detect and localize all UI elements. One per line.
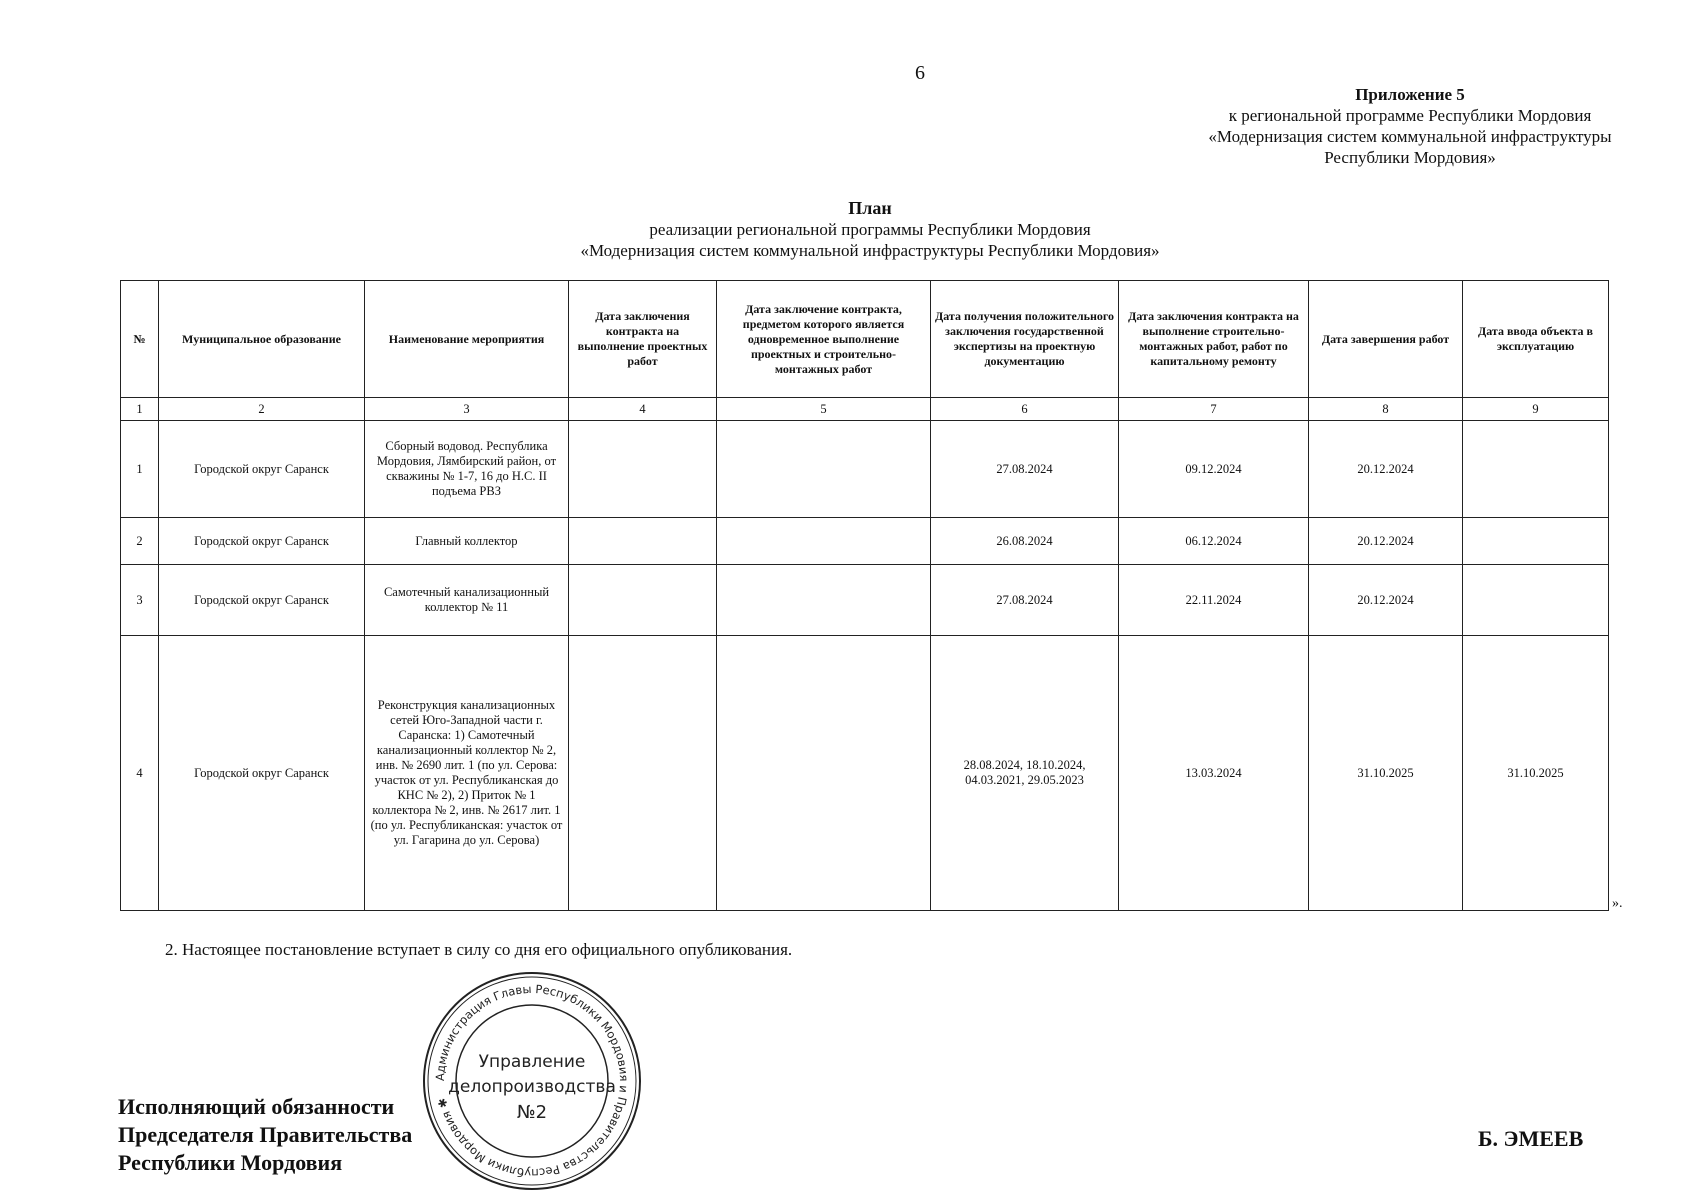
header-combined-contract: Дата заключение контракта, предметом которого является одновременное выполнение проектных и строительно-монтажных работ [717,281,931,398]
header-design-contract: Дата заключения контракта на выполнение проектных работ [569,281,717,398]
column-number: 5 [717,398,931,421]
completion-cell: 20.12.2024 [1309,565,1463,636]
construction-contract-cell: 13.03.2024 [1119,636,1309,911]
design-contract-cell [569,565,717,636]
row-number: 3 [121,565,159,636]
commissioning-cell [1463,565,1609,636]
municipality-cell: Городской округ Саранск [159,518,365,565]
event-cell: Главный коллектор [365,518,569,565]
column-number: 4 [569,398,717,421]
event-cell: Самотечный канализационный коллектор № 11 [365,565,569,636]
column-number: 2 [159,398,365,421]
appendix-title: Приложение 5 [1355,85,1465,104]
plan-subtitle-2: «Модернизация систем коммунальной инфраструктуры Республики Мордовия» [580,241,1160,260]
construction-contract-cell: 06.12.2024 [1119,518,1309,565]
column-number: 8 [1309,398,1463,421]
plan-subtitle-1: реализации региональной программы Республики Мордовия [649,220,1091,239]
combined-contract-cell [717,518,931,565]
decree-note: 2. Настоящее постановление вступает в силу со дня его официального опубликования. [165,940,793,959]
column-number: 6 [931,398,1119,421]
combined-contract-cell [717,421,931,518]
column-number: 3 [365,398,569,421]
seal-ring-text: Администрация Главы Республики Мордовия и Правительства Республики Мордовия ✱ [432,981,632,1181]
combined-contract-cell [717,565,931,636]
commissioning-cell [1463,518,1609,565]
row-number: 1 [121,421,159,518]
design-contract-cell [569,518,717,565]
seal-line-2: делопроизводства [448,1077,616,1097]
table-row [121,565,1609,636]
table-header-row [121,281,1609,398]
appendix-line-3: Республики Мордовия» [1324,148,1496,167]
municipality-cell: Городской округ Саранск [159,421,365,518]
column-number: 1 [121,398,159,421]
completion-cell: 20.12.2024 [1309,518,1463,565]
event-cell: Сборный водовод. Республика Мордовия, Лямбирский район, от скважины № 1-7, 16 до Н.С. II подъема РВЗ [365,421,569,518]
commissioning-cell [1463,421,1609,518]
expertise-cell: 27.08.2024 [931,421,1119,518]
appendix-line-2: «Модернизация систем коммунальной инфраструктуры [1208,127,1612,146]
header-completion: Дата завершения работ [1309,281,1463,398]
construction-contract-cell: 22.11.2024 [1119,565,1309,636]
plan-heading [0,198,1706,261]
row-number: 2 [121,518,159,565]
header-number: № [121,281,159,398]
commissioning-cell: 31.10.2025 [1463,636,1609,911]
header-expertise: Дата получения положительного заключения государственной экспертизы на проектную документацию [931,281,1119,398]
appendix-line-1: к региональной программе Республики Мордовия [1228,106,1592,125]
design-contract-cell [569,421,717,518]
table-row [121,421,1609,518]
plan-table [120,280,1609,911]
design-contract-cell [569,636,717,911]
expertise-cell: 28.08.2024, 18.10.2024, 04.03.2021, 29.05.2023 [931,636,1119,911]
header-construction-contract: Дата заключения контракта на выполнение строительно-монтажных работ, работ по капитальному ремонту [1119,281,1309,398]
municipality-cell: Городской округ Саранск [159,565,365,636]
table-row [121,518,1609,565]
expertise-cell: 26.08.2024 [931,518,1119,565]
plan-title: План [848,198,892,218]
column-number-row [121,398,1609,421]
seal-line-3: №2 [516,1102,548,1123]
column-number: 9 [1463,398,1609,421]
header-commissioning: Дата ввода объекта в эксплуатацию [1463,281,1609,398]
column-number: 7 [1119,398,1309,421]
event-cell: Реконструкция канализационных сетей Юго-Западной части г. Саранска: 1) Самотечный канализационный коллектор № 2, инв. № 2690 лит. 1 (по ул. Серова: участок от ул. Республиканская до КНС № 2), 2) Приток № 1 коллектора № 2, инв. № 2617 лит. 1 (по ул. Республиканская: участок от ул. Гагарина до ул. Серова) [365,636,569,911]
header-municipality: Муниципальное образование [159,281,365,398]
page-number: 6 [915,62,925,84]
seal-line-1: Управление [478,1052,586,1072]
signature-line-2: Председателя Правительства [118,1122,413,1147]
header-event: Наименование мероприятия [365,281,569,398]
signature-block [118,1093,412,1177]
expertise-cell: 27.08.2024 [931,565,1119,636]
construction-contract-cell: 09.12.2024 [1119,421,1309,518]
table-row [121,636,1609,911]
signature-line-1: Исполняющий обязанности [118,1094,395,1119]
combined-contract-cell [717,636,931,911]
official-seal [420,970,644,1192]
row-number: 4 [121,636,159,911]
completion-cell: 20.12.2024 [1309,421,1463,518]
signature-line-3: Республики Мордовия [118,1150,343,1175]
signatory-name: Б. ЭМЕЕВ [1478,1126,1584,1151]
appendix-header [1110,84,1706,168]
completion-cell: 31.10.2025 [1309,636,1463,911]
municipality-cell: Городской округ Саранск [159,636,365,911]
closing-quote: ». [1612,896,1623,911]
